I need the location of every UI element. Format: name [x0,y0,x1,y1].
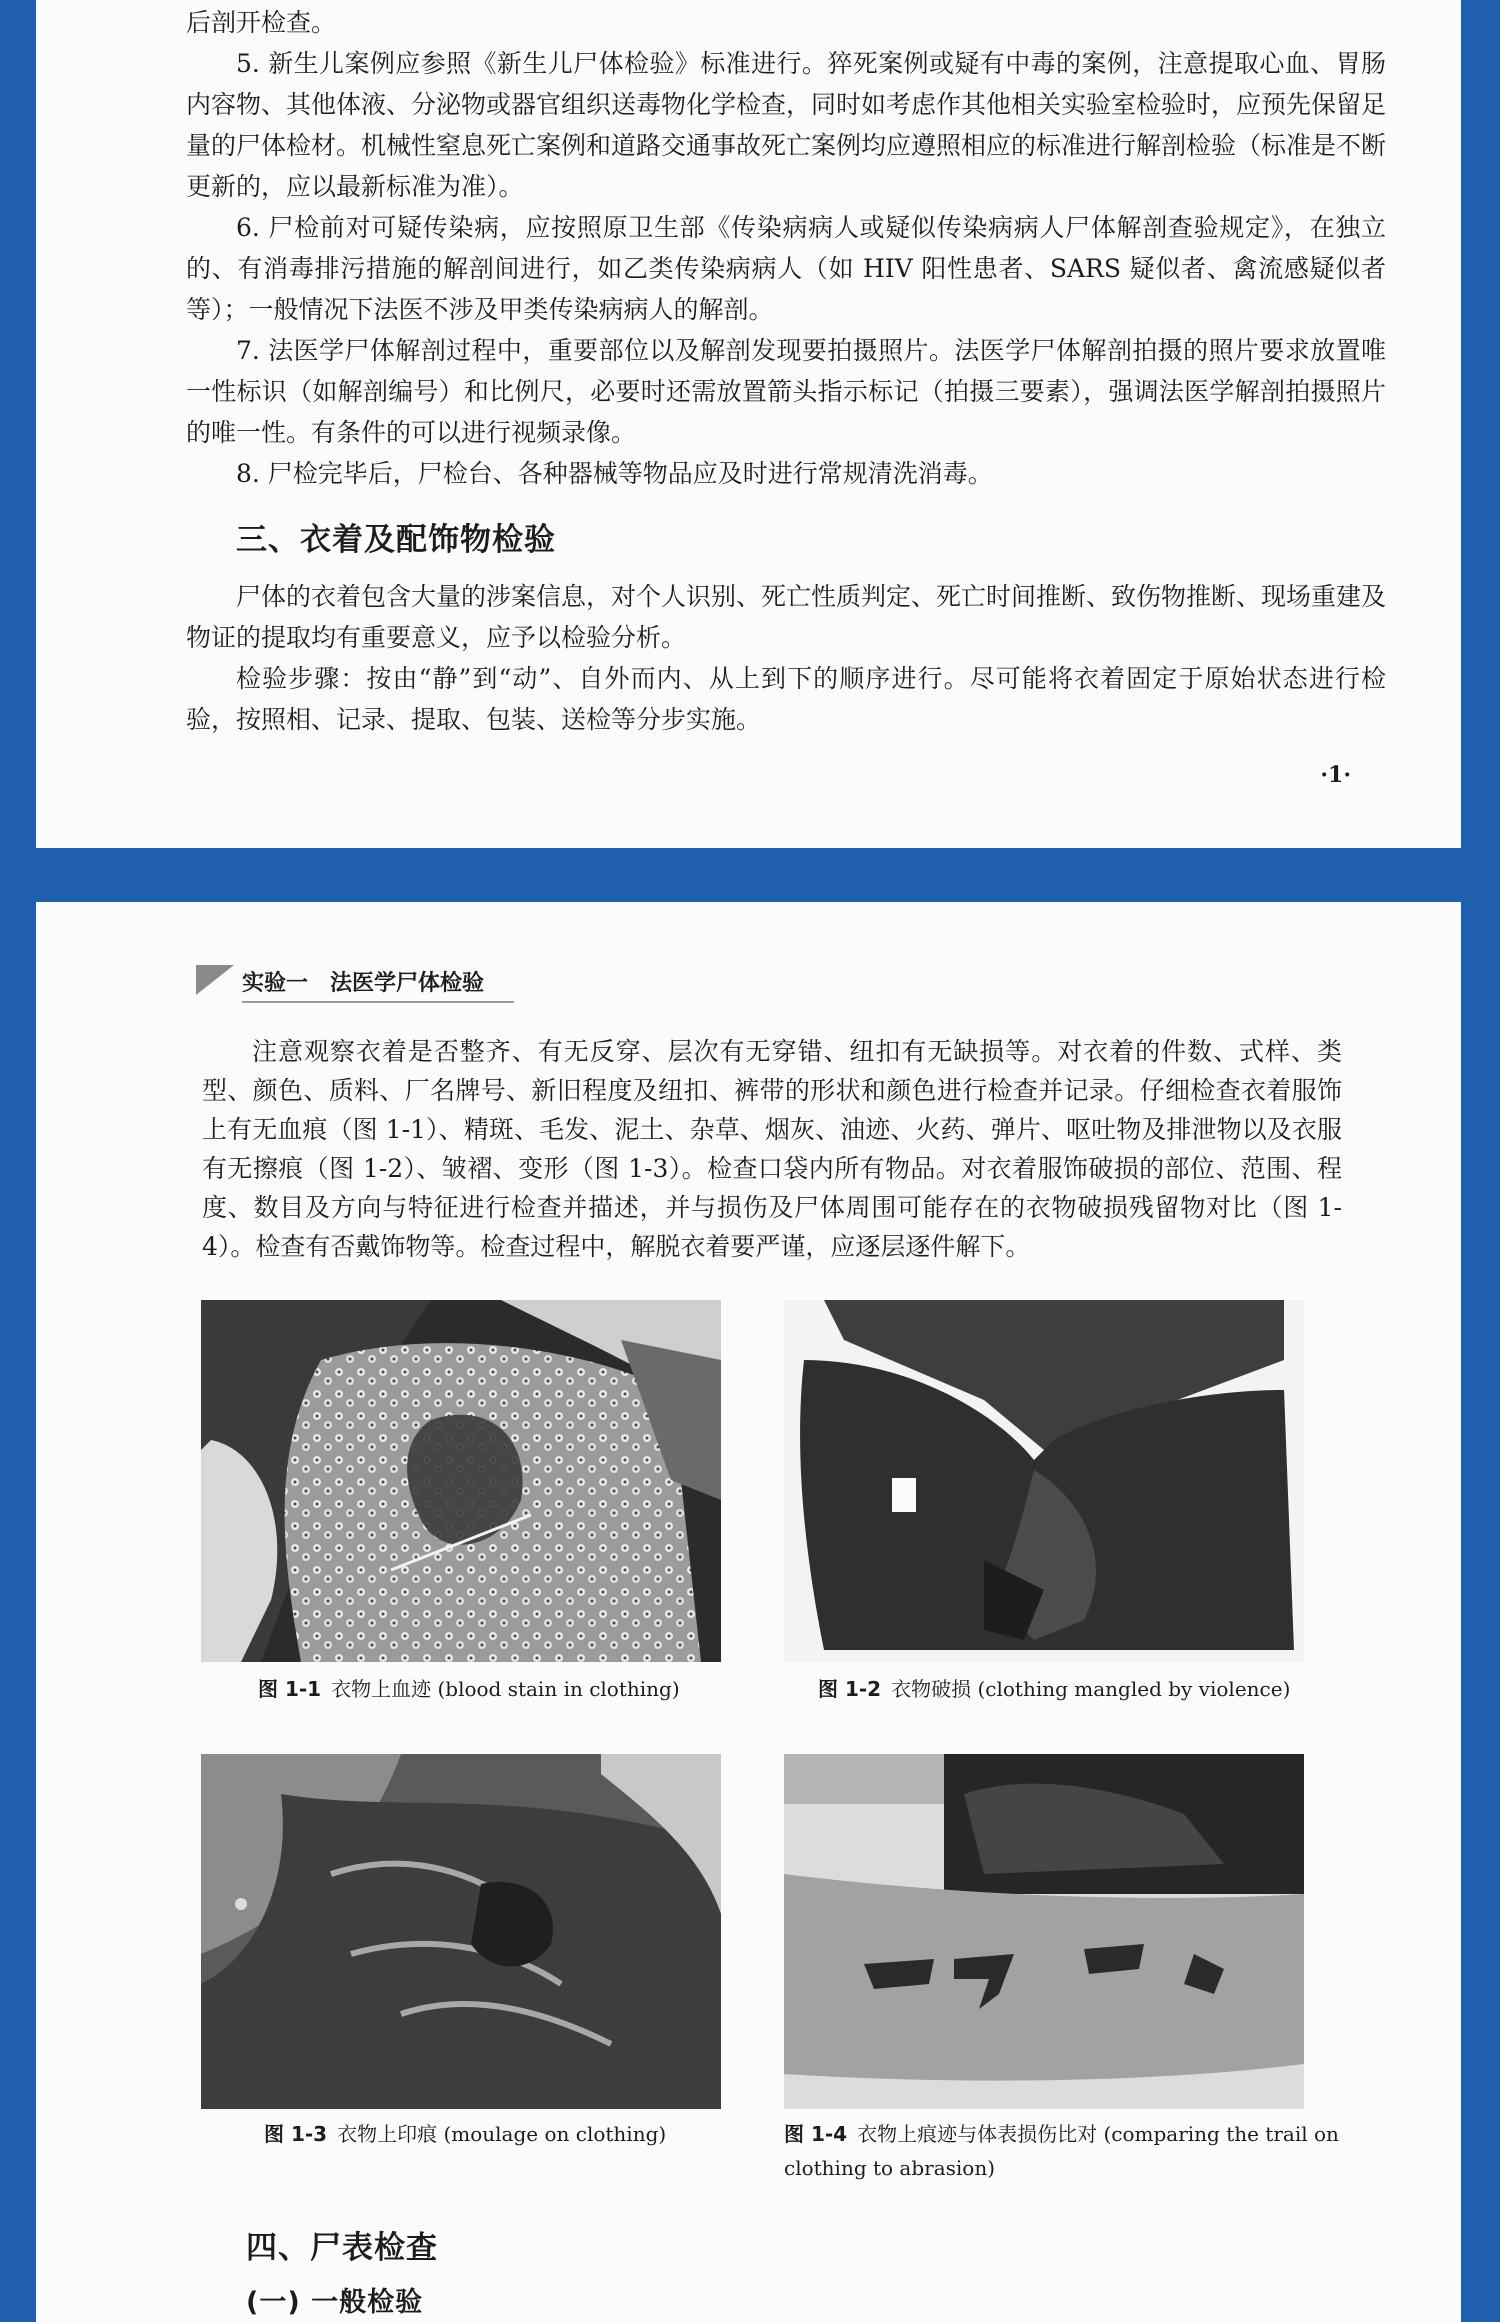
figure-1-3-caption-text: 衣物上印痕 (moulage on clothing) [337,2122,667,2146]
figure-1-2-caption-text: 衣物破损 (clothing mangled by violence) [891,1677,1291,1701]
figure-1-2-label: 图 1-2 [818,1677,882,1701]
document-page-2 [36,902,1461,2322]
figure-1-2-photo [784,1300,1304,1662]
figure-1-1-photo [201,1300,721,1662]
section-3-paragraph-1: 尸体的衣着包含大量的涉案信息，对个人识别、死亡性质判定、死亡时间推断、致伤物推断、现场重建及物证的提取均有重要意义，应予以检验分析。 [186,582,1387,652]
section-4-heading: 四、尸表检查 [246,2230,438,2266]
subsection-1-heading: (一) 一般检验 [246,2287,424,2318]
running-head-text: 实验一 法医学尸体检验 [242,966,514,1003]
figure-1-3-photo [201,1754,721,2109]
figure-1-3-caption [264,2117,666,2151]
intro-line: 后剖开检查。 [186,8,337,37]
figure-1-4-caption [784,2117,1344,2185]
running-head [196,962,576,1006]
page-number: ·1· [1320,762,1351,788]
figure-1-1-caption [258,1672,680,1706]
figure-1-2-caption [818,1672,1290,1706]
figure-1-4-photo [784,1754,1304,2109]
section-3-paragraph-2: 检验步骤：按由“静”到“动”、自外而内、从上到下的顺序进行。尽可能将衣着固定于原始状态进行检验，按照相、记录、提取、包装、送检等分步实施。 [186,664,1386,734]
figure-1-1-label: 图 1-1 [258,1677,322,1701]
figure-1-1-caption-text: 衣物上血迹 (blood stain in clothing) [331,1677,680,1701]
document-page-1 [36,0,1461,848]
running-head-marker [196,965,234,995]
paragraph-item-6: 6. 尸检前对可疑传染病，应按照原卫生部《传染病病人或疑似传染病病人尸体解剖查验规定》，在独立的、有消毒排污措施的解剖间进行，如乙类传染病病人（如 HIV 阳性患者、SARS 疑似者、禽流感疑似者等）；一般情况下法医不涉及甲类传染病病人的解剖。 [186,213,1386,324]
paragraph-item-7: 7. 法医学尸体解剖过程中，重要部位以及解剖发现要拍摄照片。法医学尸体解剖拍摄的照片要求放置唯一性标识（如解剖编号）和比例尺，必要时还需放置箭头指示标记（拍摄三要素），强调法医学解剖拍摄照片的唯一性。有条件的可以进行视频录像。 [186,336,1386,447]
page-2-paragraph: 注意观察衣着是否整齐、有无反穿、层次有无穿错、纽扣有无缺损等。对衣着的件数、式样、类型、颜色、质料、厂名牌号、新旧程度及纽扣、裤带的形状和颜色进行检查并记录。仔细检查衣着服饰上有无血痕（图 1-1）、精斑、毛发、泥土、杂草、烟灰、油迹、火药、弹片、呕吐物及排泄物以及衣服有无擦痕（图 1-2）、皱褶、变形（图 1-3）。检查口袋内所有物品。对衣着服饰破损的部位、范围、程度、数目及方向与特征进行检查并描述，并与损伤及尸体周围可能存在的衣物破损残留物对比（图 1-4）。检查有否戴饰物等。检查过程中，解脱衣着要严谨，应逐层逐件解下。 [202,1037,1342,1261]
paragraph-item-8: 8. 尸检完毕后，尸检台、各种器械等物品应及时进行常规清洗消毒。 [236,459,993,488]
paragraph-item-5: 5. 新生儿案例应参照《新生儿尸体检验》标准进行。猝死案例或疑有中毒的案例，注意提取心血、胃肠内容物、其他体液、分泌物或器官组织送毒物化学检查，同时如考虑作其他相关实验室检验时，应预先保留足量的尸体检材。机械性窒息死亡案例和道路交通事故死亡案例均应遵照相应的标准进行解剖检验（标准是不断更新的，应以最新标准为准）。 [186,49,1387,201]
figure-1-4-label: 图 1-4 [784,2122,848,2146]
figure-1-3-label: 图 1-3 [264,2122,328,2146]
section-3-heading: 三、衣着及配饰物检验 [236,522,556,558]
figure-1-4-caption-text: 衣物上痕迹与体表损伤比对 (comparing the trail on clothing to abrasion) [784,2122,1339,2180]
